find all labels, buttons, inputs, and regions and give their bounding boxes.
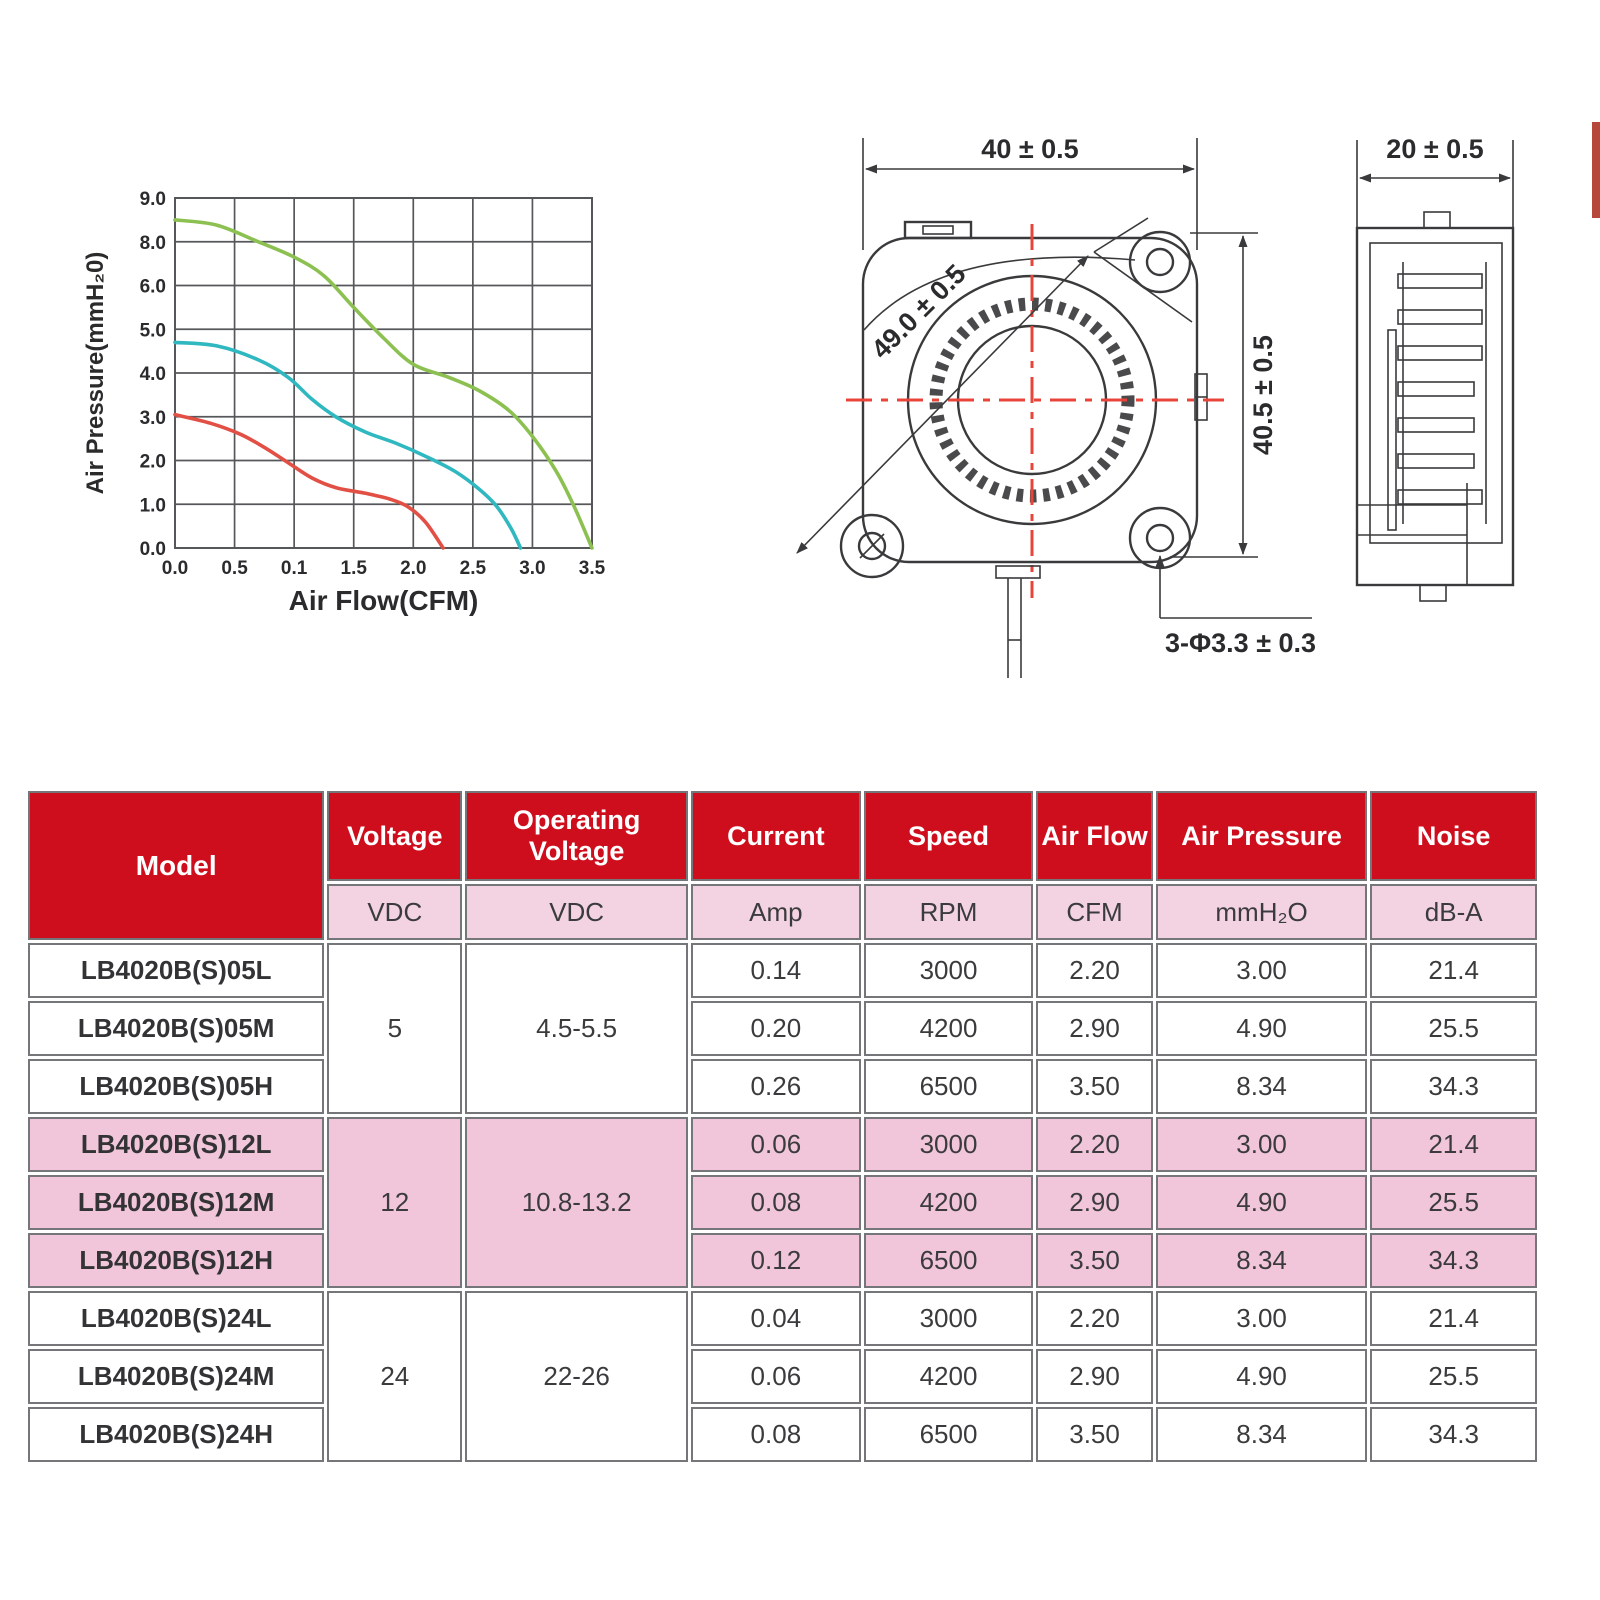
y-axis-title: Air Pressure(mmH₂0) [82,251,109,495]
cell-current: 0.08 [691,1407,861,1462]
cell-air-pressure: 3.00 [1156,943,1368,998]
front-diagonal-dim-label: 49.0 ± 0.5 [865,258,972,365]
cell-operating-voltage: 22-26 [465,1291,688,1462]
y-tick-label: 5.0 [139,320,166,342]
cell-air-flow: 2.20 [1036,1291,1153,1346]
cell-noise: 21.4 [1370,1291,1537,1346]
spec-table [25,788,1540,1465]
x-tick-label: 2.5 [459,558,487,579]
y-tick-label: 8.0 [139,232,166,254]
unit-current: Amp [691,884,861,940]
column-header-current: Current [691,791,861,881]
cell-speed: 3000 [864,943,1034,998]
table-row [28,943,1537,998]
cell-air-flow: 2.90 [1036,1349,1153,1404]
unit-speed: RPM [864,884,1034,940]
cell-air-pressure: 8.34 [1156,1059,1368,1114]
cell-model: LB4020B(S)05L [28,943,324,998]
y-tick-label: 6.0 [139,276,166,298]
column-header-model: Model [28,791,324,940]
cell-speed: 3000 [864,1291,1034,1346]
cell-air-pressure: 4.90 [1156,1001,1368,1056]
x-tick-label: 0.1 [280,558,308,579]
table-row [28,1117,1537,1172]
top-tab [905,222,971,238]
side-depth-dim-label: 20 ± 0.5 [1386,134,1484,164]
cell-voltage: 5 [327,943,462,1114]
y-tick-label: 2.0 [139,451,166,473]
cell-noise: 25.5 [1370,1175,1537,1230]
cell-noise: 34.3 [1370,1233,1537,1288]
cell-speed: 6500 [864,1233,1034,1288]
front-height-dimension [1170,233,1278,557]
column-header-voltage: Voltage [327,791,462,881]
unit-noise: dB-A [1370,884,1537,940]
x-tick-label: 3.0 [519,558,546,579]
cell-air-flow: 2.20 [1036,1117,1153,1172]
cell-air-flow: 2.90 [1036,1001,1153,1056]
top-tab-slot [923,226,953,234]
cell-current: 0.20 [691,1001,861,1056]
x-tick-label: 0.5 [221,558,248,579]
side-view-drawing [1357,134,1513,601]
cell-voltage: 12 [327,1117,462,1288]
cell-model: LB4020B(S)24M [28,1349,324,1404]
performance-chart [0,0,680,660]
cell-current: 0.26 [691,1059,861,1114]
x-tick-label: 0.0 [161,558,189,579]
cell-noise: 34.3 [1370,1407,1537,1462]
mounting-hole-callout [1160,556,1316,658]
cell-speed: 4200 [864,1349,1034,1404]
unit-operating-voltage: VDC [465,884,688,940]
unit-air-flow: CFM [1036,884,1153,940]
cell-air-flow: 3.50 [1036,1233,1153,1288]
cell-model: LB4020B(S)24H [28,1407,324,1462]
cell-air-flow: 3.50 [1036,1059,1153,1114]
cell-noise: 21.4 [1370,943,1537,998]
side-depth-dimension [1357,134,1513,232]
cell-air-pressure: 3.00 [1156,1117,1368,1172]
cell-operating-voltage: 10.8-13.2 [465,1117,688,1288]
table-row [28,1001,1537,1056]
y-tick-label: 4.0 [139,364,166,385]
cell-current: 0.04 [691,1291,861,1346]
y-tick-label: 3.0 [139,407,166,429]
cell-air-flow: 2.90 [1036,1175,1153,1230]
front-height-dim-label: 40.5 ± 0.5 [1248,335,1278,455]
cell-model: LB4020B(S)12M [28,1175,324,1230]
mounting-holes-dim-label: 3-Φ3.3 ± 0.3 [1165,628,1317,658]
cell-noise: 25.5 [1370,1349,1537,1404]
y-tick-label: 9.0 [139,189,166,210]
x-tick-label: 3.5 [578,558,606,579]
cell-speed: 4200 [864,1001,1034,1056]
cell-current: 0.12 [691,1233,861,1288]
unit-voltage: VDC [327,884,462,940]
cell-operating-voltage: 4.5-5.5 [465,943,688,1114]
cell-speed: 6500 [864,1059,1034,1114]
table-row [28,1233,1537,1288]
cell-model: LB4020B(S)12H [28,1233,324,1288]
cell-speed: 6500 [864,1407,1034,1462]
side-body-outline [1357,228,1513,585]
cell-air-flow: 2.20 [1036,943,1153,998]
cell-air-pressure: 4.90 [1156,1349,1368,1404]
side-bottom-tab [1420,585,1446,601]
cell-speed: 4200 [864,1175,1034,1230]
cell-current: 0.06 [691,1349,861,1404]
table-header-row [28,791,1537,881]
technical-drawings [740,80,1600,740]
cell-voltage: 24 [327,1291,462,1462]
cell-air-pressure: 4.90 [1156,1175,1368,1230]
cell-air-pressure: 8.34 [1156,1407,1368,1462]
x-axis-title: Air Flow(CFM) [288,585,479,616]
column-header-speed: Speed [864,791,1034,881]
side-vent-slats [1388,262,1486,530]
cell-air-pressure: 8.34 [1156,1233,1368,1288]
table-row [28,1349,1537,1404]
cell-noise: 34.3 [1370,1059,1537,1114]
table-row [28,1407,1537,1462]
cell-current: 0.06 [691,1117,861,1172]
cell-model: LB4020B(S)24L [28,1291,324,1346]
column-header-noise: Noise [1370,791,1537,881]
front-width-dimension [863,134,1197,250]
table-row [28,1291,1537,1346]
side-base-lines [1357,483,1467,585]
cell-noise: 25.5 [1370,1001,1537,1056]
column-header-air-flow: Air Flow [1036,791,1153,881]
cell-current: 0.14 [691,943,861,998]
column-header-operating-voltage: Operating Voltage [465,791,688,881]
column-header-air-pressure: Air Pressure [1156,791,1368,881]
low-speed-curve [175,415,443,548]
cell-noise: 21.4 [1370,1117,1537,1172]
x-tick-label: 2.0 [400,558,427,579]
cell-speed: 3000 [864,1117,1034,1172]
cell-air-pressure: 3.00 [1156,1291,1368,1346]
side-top-tab [1424,212,1450,228]
table-row [28,1059,1537,1114]
cell-current: 0.08 [691,1175,861,1230]
accent-bar [1592,122,1600,218]
cell-model: LB4020B(S)05H [28,1059,324,1114]
unit-air-pressure: mmH₂O [1156,884,1368,940]
x-tick-label: 1.5 [340,558,367,579]
cell-model: LB4020B(S)12L [28,1117,324,1172]
front-width-dim-label: 40 ± 0.5 [981,134,1079,164]
cell-air-flow: 3.50 [1036,1407,1153,1462]
front-view-drawing [797,134,1316,678]
y-tick-label: 0.0 [139,539,166,560]
y-tick-label: 1.0 [139,495,166,517]
cell-model: LB4020B(S)05M [28,1001,324,1056]
table-row [28,1175,1537,1230]
